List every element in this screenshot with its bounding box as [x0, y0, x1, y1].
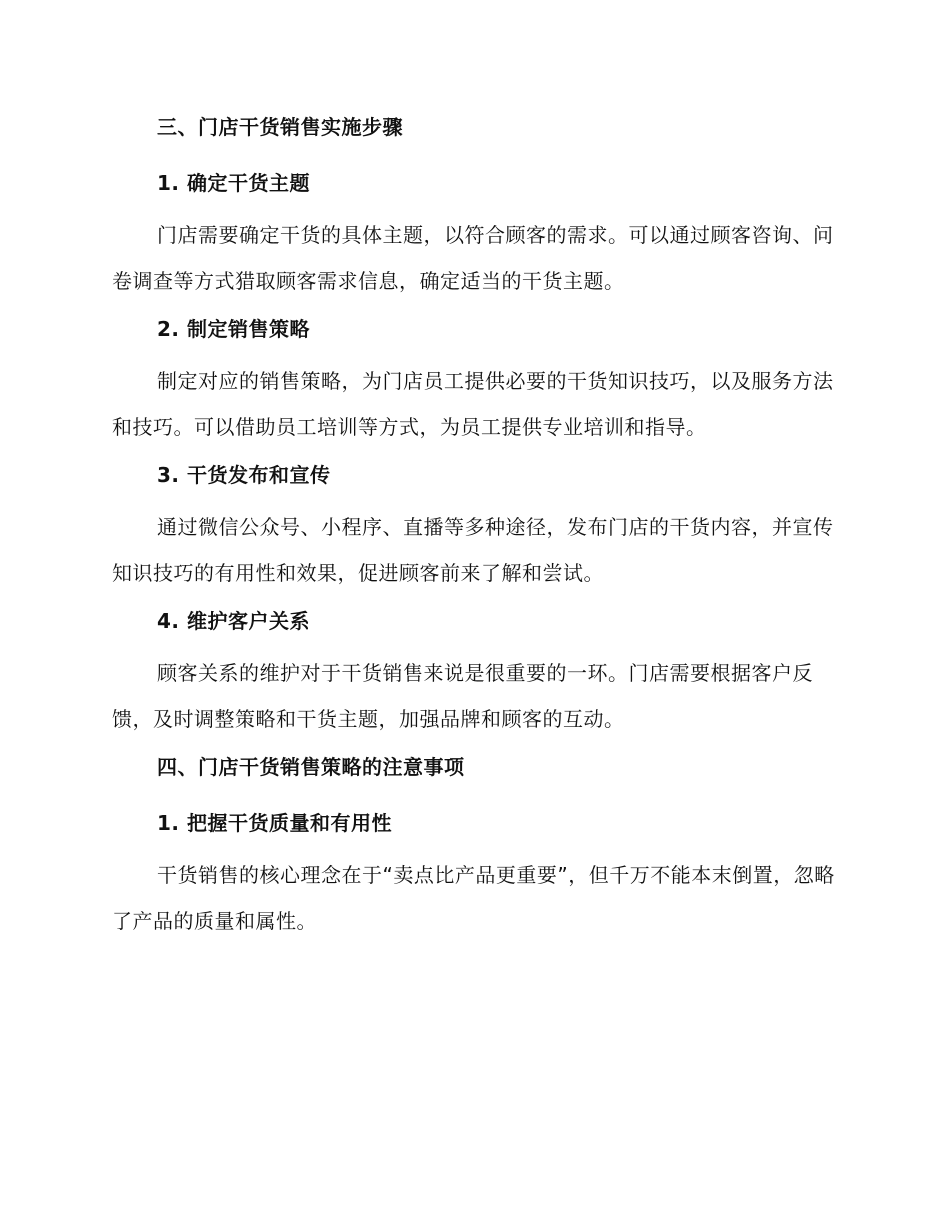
subheading-customer-relations: 4. 维护客户关系 [157, 609, 310, 633]
paragraph-publish-promote: 通过微信公众号、小程序、直播等多种途径，发布门店的干货内容，并宣传知识技巧的有用性和效果，促进顾客前来了解和尝试。 [112, 515, 834, 585]
paragraph-customer-relations: 顾客关系的维护对于干货销售来说是很重要的一环。门店需要根据客户反馈，及时调整策略和干货主题，加强品牌和顾客的互动。 [112, 661, 813, 731]
paragraph-define-theme: 门店需要确定干货的具体主题，以符合顾客的需求。可以通过顾客咨询、问卷调查等方式猎取顾客需求信息，确定适当的干货主题。 [112, 223, 834, 293]
subheading-publish-promote: 3. 干货发布和宣传 [157, 463, 331, 487]
subheading-define-theme: 1. 确定干货主题 [157, 171, 310, 195]
section-heading-steps: 三、门店干货销售实施步骤 [157, 115, 403, 139]
subheading-sales-strategy: 2. 制定销售策略 [157, 317, 310, 341]
subheading-quality-usefulness: 1. 把握干货质量和有用性 [157, 811, 392, 835]
paragraph-sales-strategy: 制定对应的销售策略，为门店员工提供必要的干货知识技巧，以及服务方法和技巧。可以借助员工培训等方式，为员工提供专业培训和指导。 [112, 369, 834, 439]
paragraph-quality-usefulness: 干货销售的核心理念在于“卖点比产品更重要”，但千万不能本末倒置，忽略了产品的质量和属性。 [112, 863, 835, 933]
section-heading-notes: 四、门店干货销售策略的注意事项 [157, 755, 465, 779]
